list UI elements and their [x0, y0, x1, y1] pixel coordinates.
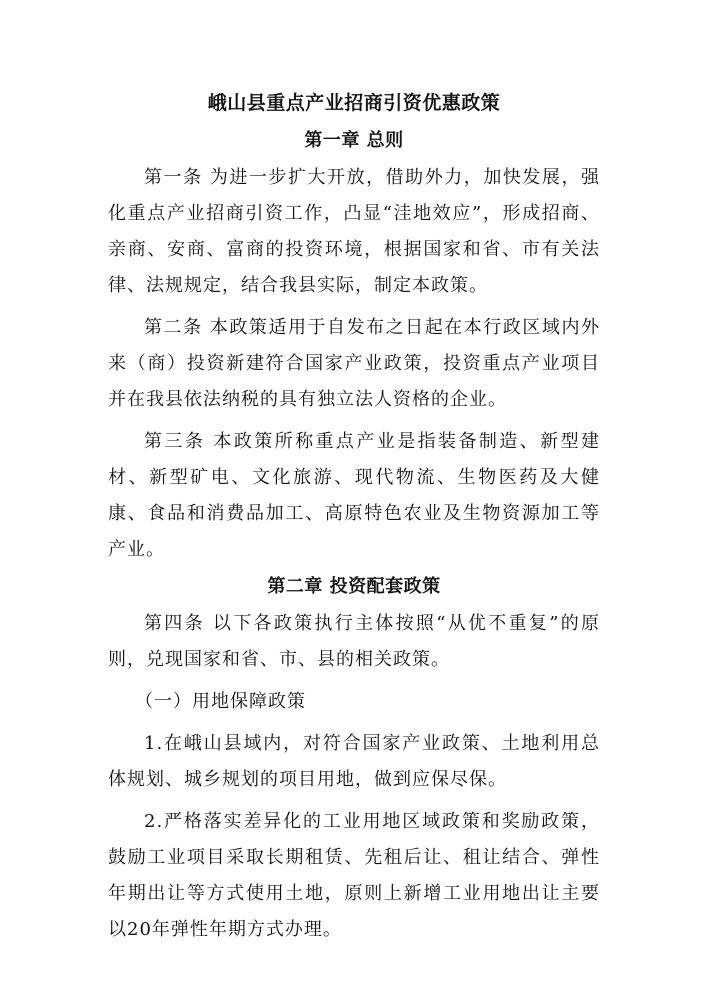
chapter-2-heading: 第二章 投资配套政策: [267, 576, 441, 597]
document-body: [108, 80, 600, 948]
article-3: 第三条 本政策所称重点产业是指装备制造、新型建材、新型矿电、文化旅游、现代物流、生物医药及大健康、食品和消费品加工、高原特色农业及生物资源加工等产业。: [108, 431, 600, 560]
article-1: 第一条 为进一步扩大开放，借助外力，加快发展，强化重点产业招商引资工作，凸显“洼地效应”，形成招商、亲商、安商、富商的投资环境，根据国家和省、市有关法律、法规规定，结合我县实际，制定本政策。: [108, 167, 600, 296]
chapter-1-heading: 第一章 总则: [304, 130, 404, 151]
item-2: 2.严格落实差异化的工业用地区域政策和奖励政策，鼓励工业项目采取长期租赁、先租后让、租让结合、弹性年期出让等方式使用土地，原则上新增工业用地出让主要以20年弹性年期方式办理。: [108, 811, 600, 940]
article-2: 第二条 本政策适用于自发布之日起在本行政区域内外来（商）投资新建符合国家产业政策，投资重点产业项目并在我县依法纳税的具有独立法人资格的企业。: [108, 317, 600, 410]
item-1: 1.在峨山县域内，对符合国家产业政策、土地利用总体规划、城乡规划的项目用地，做到应保尽保。: [108, 733, 600, 790]
document-title: 峨山县重点产业招商引资优惠政策: [207, 92, 501, 114]
article-4: 第四条 以下各政策执行主体按照“从优不重复”的原则，兑现国家和省、市、县的相关政策。: [108, 613, 600, 670]
section-land-policy: （一）用地保障政策: [135, 691, 306, 712]
